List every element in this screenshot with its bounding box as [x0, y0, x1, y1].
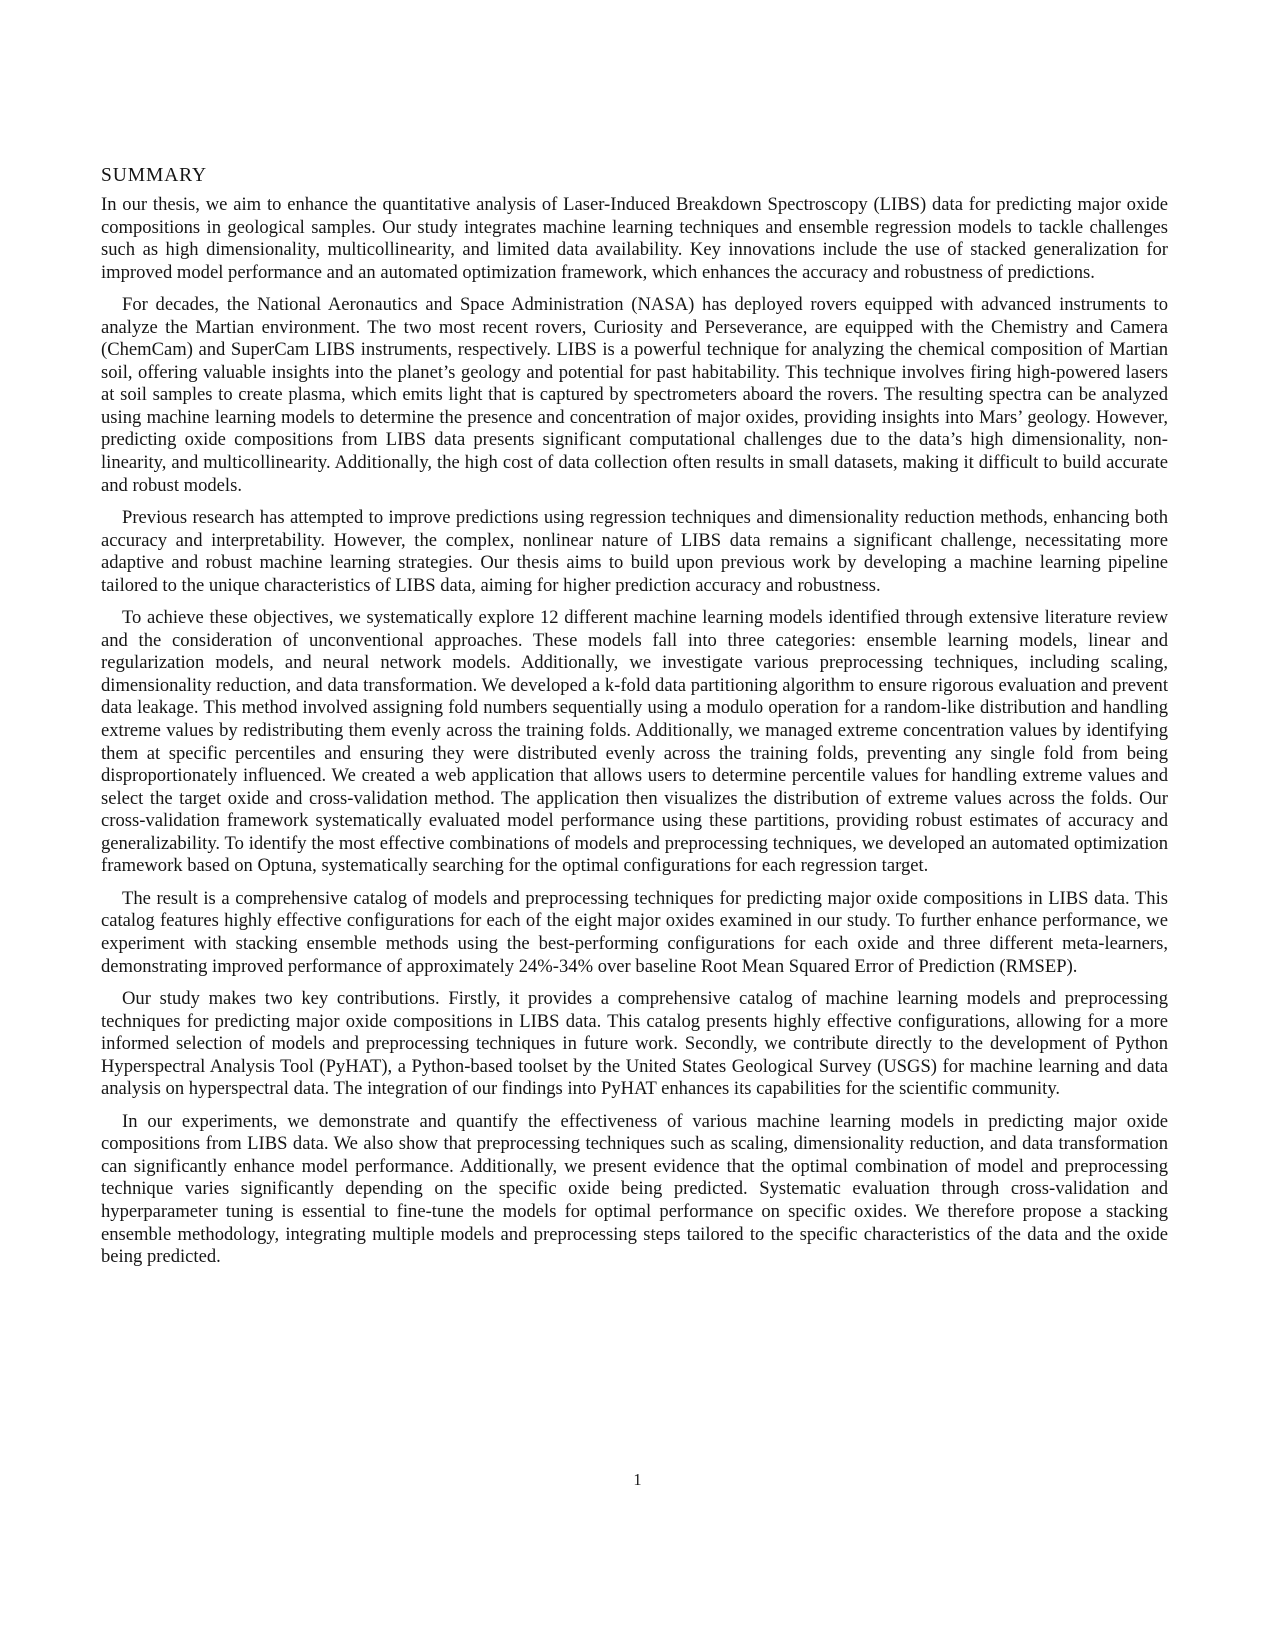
summary-paragraph-6: Our study makes two key contributions. Firstly, it provides a comprehensive catalog of machine learning models and preprocessing techniques for predicting major oxide compositions in LIBS data. This catalog presents highly effective configurations, allowing for a more informed selection of models and preprocessing techniques in future work. Secondly, we contribute directly to the development of Python Hyperspectral Analysis Tool (PyHAT), a Python-based toolset by the United States Geological Survey (USGS) for machine learning and data analysis on hyperspectral data. The integration of our findings into PyHAT enhances its capabilities for the scientific community. — [101, 988, 1168, 1100]
summary-paragraph-1: In our thesis, we aim to enhance the quantitative analysis of Laser-Induced Breakdown Spectroscopy (LIBS) data for predicting major oxide compositions in geological samples. Our study integrates machine learning techniques and ensemble regression models to tackle challenges such as high dimensionality, multicollinearity, and limited data availability. Key innovations include the use of stacked generalization for improved model performance and an automated optimization framework, which enhances the accuracy and robustness of predictions. — [101, 194, 1168, 283]
summary-paragraph-7: In our experiments, we demonstrate and quantify the effectiveness of various machine learning models in predicting major oxide compositions from LIBS data. We also show that preprocessing techniques such as scaling, dimensionality reduction, and data transformation can significantly enhance model performance. Additionally, we present evidence that the optimal combination of model and preprocessing technique varies significantly depending on the specific oxide being predicted. Systematic evaluation through cross-validation and hyperparameter tuning is essential to fine-tune the models for optimal performance on specific oxides. We therefore propose a stacking ensemble methodology, integrating multiple models and preprocessing steps tailored to the specific characteristics of the data and the oxide being predicted. — [101, 1110, 1168, 1268]
section-heading: SUMMARY — [101, 165, 207, 186]
summary-paragraph-2: For decades, the National Aeronautics and Space Administration (NASA) has deployed rovers equipped with advanced instruments to analyze the Martian environment. The two most recent rovers, Curiosity and Perseverance, are equipped with the Chemistry and Camera (ChemCam) and SuperCam LIBS instruments, respectively. LIBS is a powerful technique for analyzing the chemical composition of Martian soil, offering valuable insights into the planet’s geology and potential for past habitability. This technique involves firing high-powered lasers at soil samples to create plasma, which emits light that is captured by spectrometers aboard the rovers. The resulting spectra can be analyzed using machine learning models to determine the presence and concentration of major oxides, providing insights into Mars’ geology. However, predicting oxide compositions from LIBS data presents significant computational challenges due to the data’s high dimensionality, non-linearity, and multicollinearity. Additionally, the high cost of data collection often results in small datasets, making it difficult to build accurate and robust models. — [101, 294, 1168, 496]
page-number: 1 — [633, 1470, 642, 1489]
summary-paragraph-5: The result is a comprehensive catalog of models and preprocessing techniques for predicting major oxide compositions in LIBS data. This catalog features highly effective configurations for each of the eight major oxides examined in our study. To further enhance performance, we experiment with stacking ensemble methods using the best-performing configurations for each oxide and three different meta-learners, demonstrating improved performance of approximately 24%-34% over baseline Root Mean Squared Error of Prediction (RMSEP). — [101, 887, 1168, 977]
summary-paragraph-3: Previous research has attempted to improve predictions using regression techniques and dimensionality reduction methods, enhancing both accuracy and interpretability. However, the complex, nonlinear nature of LIBS data remains a significant challenge, necessitating more adaptive and robust machine learning strategies. Our thesis aims to build upon previous work by developing a machine learning pipeline tailored to the unique characteristics of LIBS data, aiming for higher prediction accuracy and robustness. — [101, 507, 1168, 596]
summary-section — [101, 164, 1168, 1279]
summary-paragraph-4: To achieve these objectives, we systematically explore 12 different machine learning models identified through extensive literature review and the consideration of unconventional approaches. These models fall into three categories: ensemble learning models, linear and regularization models, and neural network models. Additionally, we investigate various preprocessing techniques, including scaling, dimensionality reduction, and data transformation. We developed a k-fold data partitioning algorithm to ensure rigorous evaluation and prevent data leakage. This method involved assigning fold numbers sequentially using a modulo operation for a random-like distribution and handling extreme values by redistributing them evenly across the training folds. Additionally, we managed extreme concentration values by identifying them at specific percentiles and ensuring they were distributed evenly across the training folds, preventing any single fold from being disproportionately influenced. We created a web application that allows users to determine percentile values for handling extreme values and select the target oxide and cross-validation method. The application then visualizes the distribution of extreme values across the folds. Our cross-validation framework systematically evaluated model performance using these partitions, providing robust estimates of accuracy and generalizability. To identify the most effective combinations of models and preprocessing techniques, we developed an automated optimization framework based on Optuna, systematically searching for the optimal configurations for each regression target. — [101, 607, 1168, 877]
